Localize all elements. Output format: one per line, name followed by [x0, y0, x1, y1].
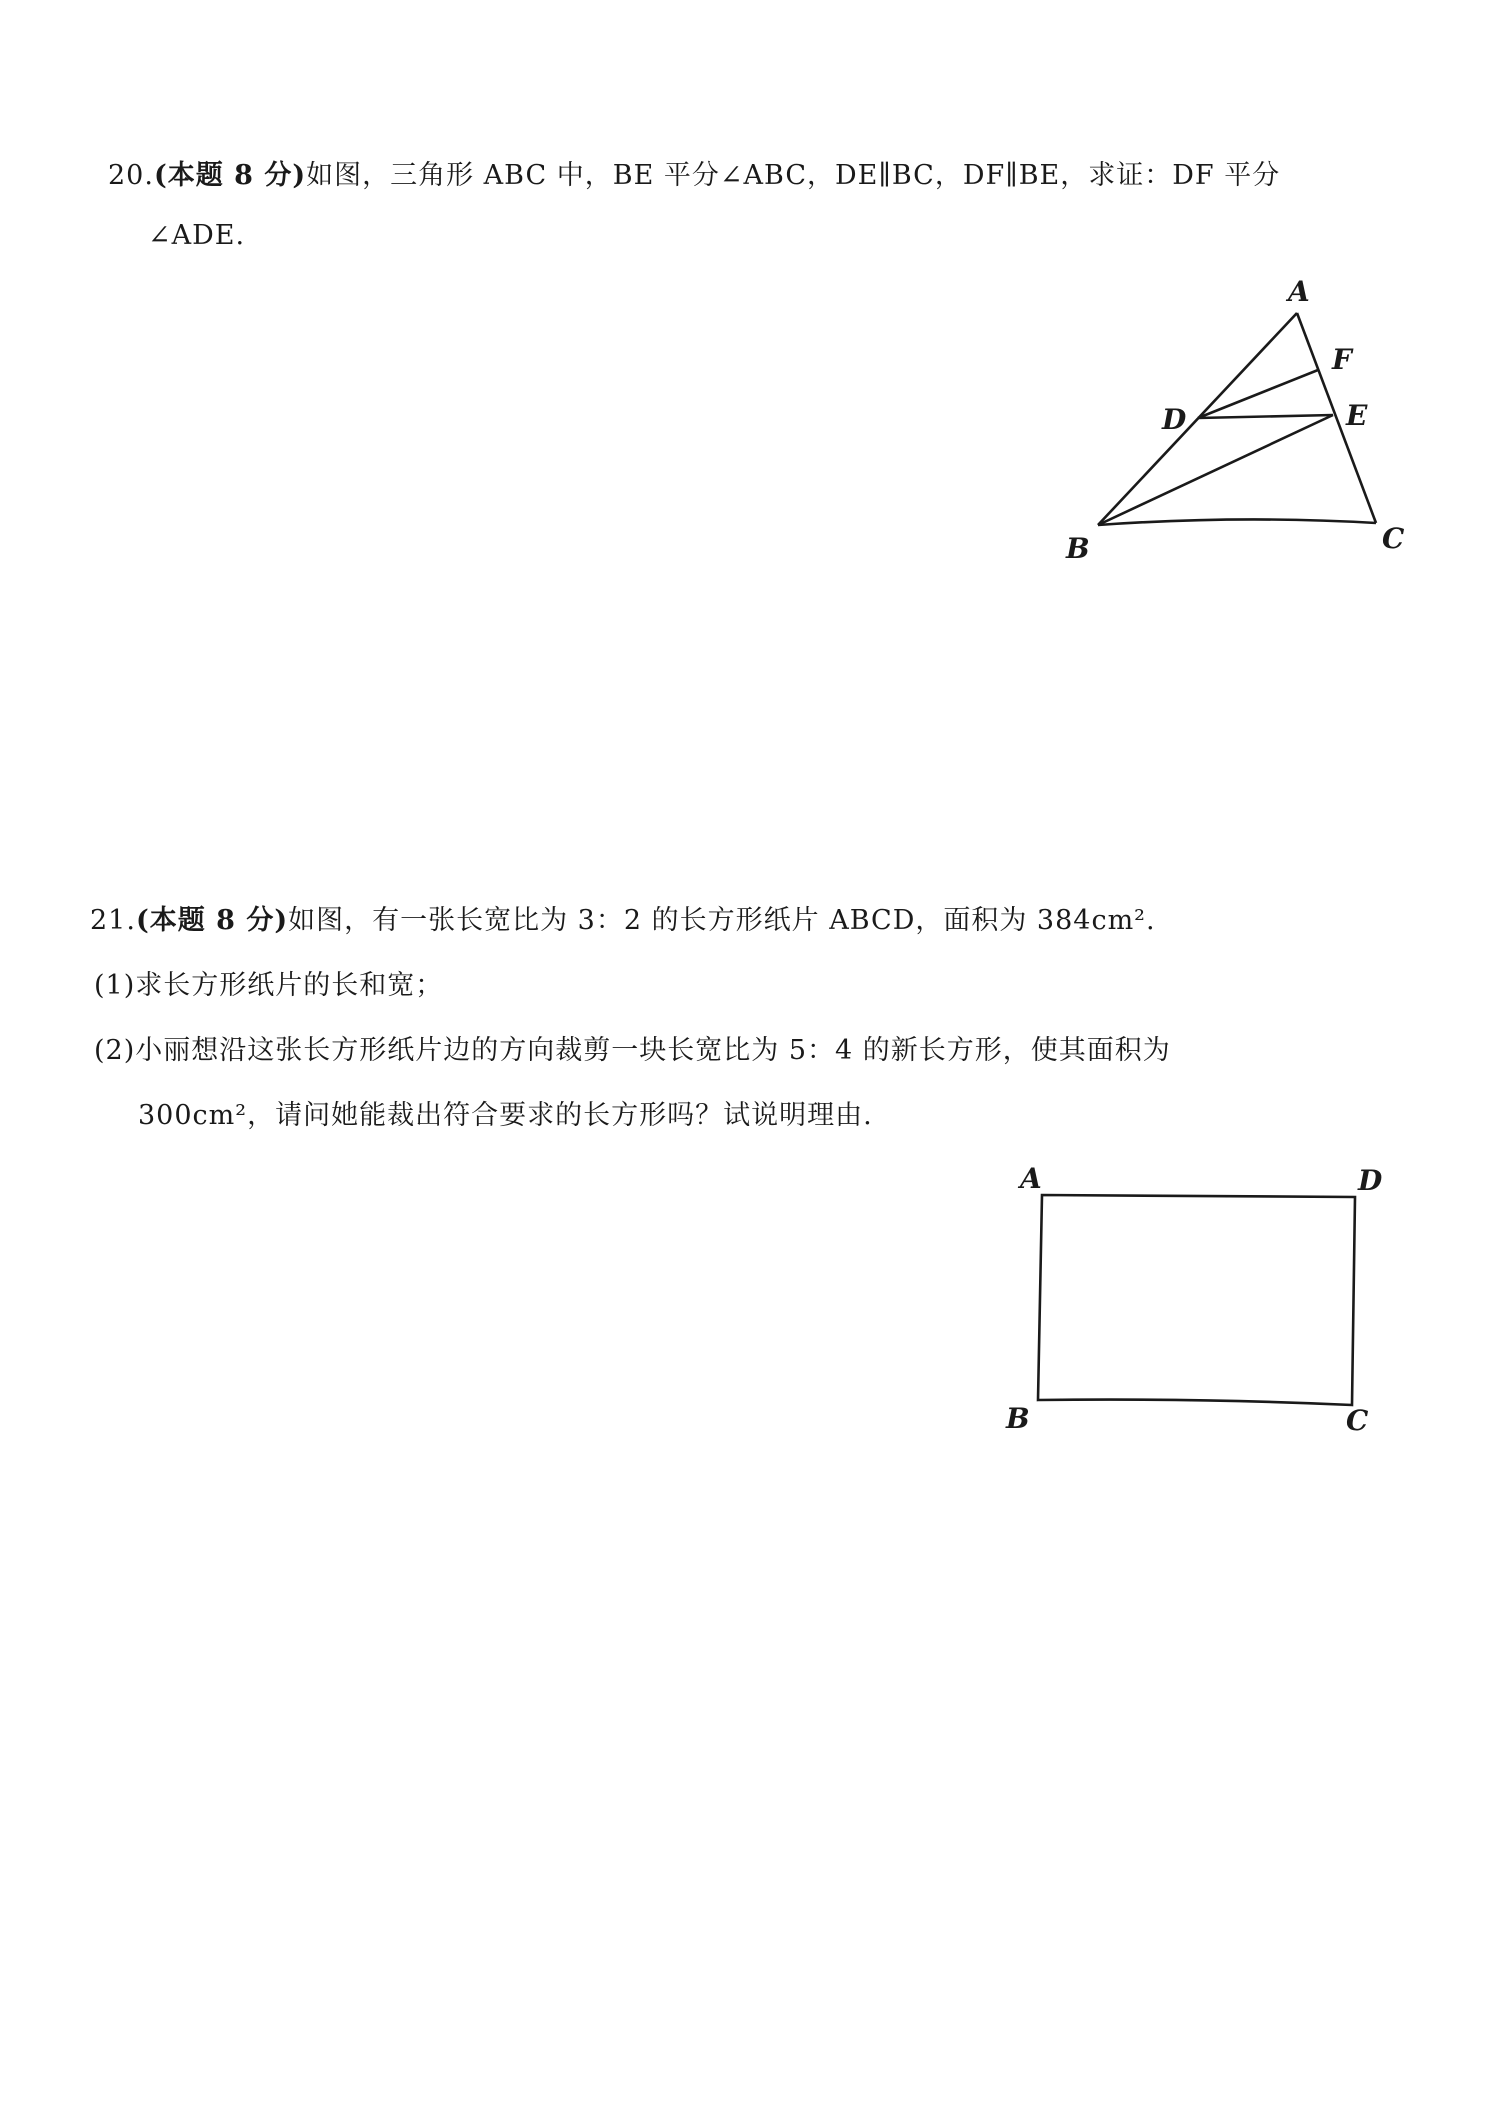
segment-be	[1098, 415, 1333, 525]
q21-line1	[90, 905, 1156, 937]
q21-part2-line1	[94, 1035, 1171, 1067]
label-e: E	[1346, 399, 1368, 432]
q21-part1-text: (1)求长方形纸片的长和宽；	[94, 970, 444, 1001]
label-a: A	[1020, 1162, 1042, 1195]
label-c: C	[1382, 522, 1405, 555]
label-f: F	[1332, 343, 1352, 376]
segment-de	[1198, 415, 1333, 418]
side-bc	[1098, 519, 1376, 525]
rectangle-abcd	[1038, 1195, 1355, 1405]
q21-text: 如图，有一张长宽比为 3：2 的长方形纸片 ABCD，面积为 384cm².	[288, 905, 1156, 936]
label-b: B	[1006, 1402, 1030, 1435]
label-d: D	[1162, 403, 1187, 436]
q20-text-cont: ∠ADE.	[148, 220, 246, 251]
q20-line2	[148, 220, 245, 252]
side-ab	[1098, 313, 1297, 525]
q20-score: (本题 8 分)	[153, 160, 307, 191]
label-b: B	[1066, 532, 1090, 565]
label-c: C	[1346, 1404, 1369, 1437]
q21-score: (本题 8 分)	[135, 905, 289, 936]
q20-number: 20.	[108, 160, 154, 191]
q20-line1	[108, 160, 1280, 192]
segment-df	[1198, 370, 1318, 418]
q21-part1	[94, 970, 443, 1002]
q21-part2-text: (2)小丽想沿这张长方形纸片边的方向裁剪一块长宽比为 5：4 的新长方形，使其面积为	[94, 1035, 1171, 1066]
label-a: A	[1288, 275, 1310, 308]
q20-triangle-figure	[1060, 265, 1420, 565]
q21-part2-line2	[138, 1100, 873, 1132]
q21-number: 21.	[90, 905, 136, 936]
label-d: D	[1358, 1164, 1383, 1197]
q20-text: 如图，三角形 ABC 中，BE 平分∠ABC，DE∥BC，DF∥BE，求证：DF 平分	[306, 160, 1281, 191]
q21-rectangle-figure	[1000, 1160, 1400, 1450]
q21-part2-text-cont: 300cm²，请问她能裁出符合要求的长方形吗？试说明理由.	[138, 1100, 873, 1131]
